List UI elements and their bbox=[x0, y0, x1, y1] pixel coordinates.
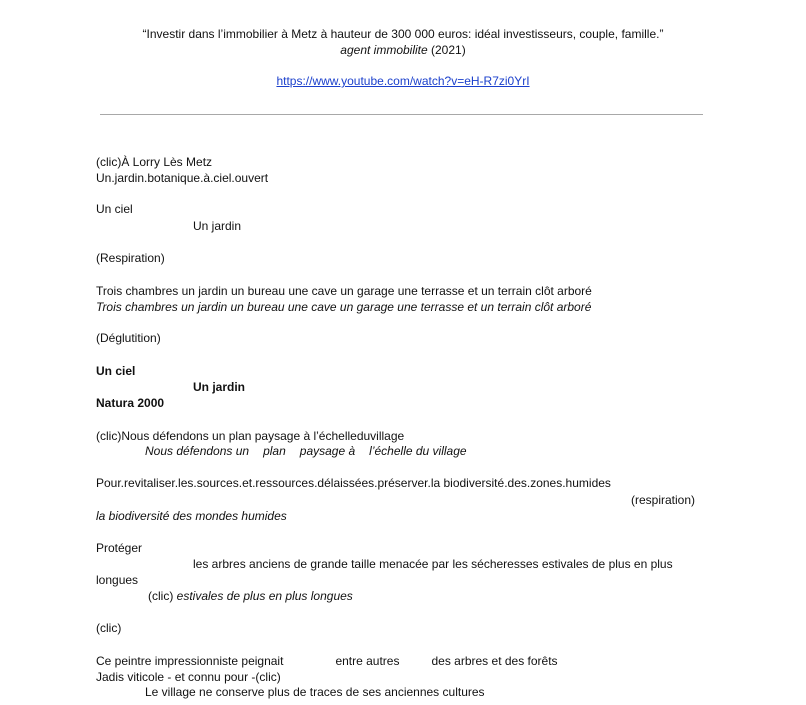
poem-line: Un ciel bbox=[96, 202, 133, 216]
horizontal-divider bbox=[100, 114, 703, 115]
poem-line: les arbres anciens de grande taille menacée par les sécheresses estivales de plus en plus bbox=[193, 557, 673, 571]
poem-line: Pour.revitaliser.les.sources.et.ressources.délaissées.préserver.la biodiversité.des.zones.humides bbox=[96, 476, 611, 490]
phrase-fragment: plan bbox=[263, 444, 286, 458]
poem-line: Le village ne conserve plus de traces de ses anciennes cultures bbox=[145, 685, 485, 699]
poem-line-bold: Un ciel bbox=[96, 364, 136, 378]
poem-line-bold: Un jardin bbox=[193, 380, 246, 394]
poem-line-bold: Natura 2000 bbox=[96, 396, 165, 410]
header-source bbox=[0, 42, 806, 58]
phrase-fragment: estivales de plus en plus longues bbox=[176, 589, 353, 603]
poem-line: (clic) bbox=[96, 621, 122, 635]
poem-line: Un jardin bbox=[193, 219, 242, 233]
poem-line-italic: Trois chambres un jardin un bureau une cave un garage une terrasse et un terrain clôt arboré bbox=[96, 300, 592, 314]
youtube-link[interactable]: https://www.youtube.com/watch?v=eH-R7zi0YrI bbox=[276, 74, 530, 88]
header-source-year: (2021) bbox=[431, 43, 466, 57]
phrase-fragment: paysage à bbox=[299, 444, 356, 458]
header-quote: “Investir dans l’immobilier à Metz à hauteur de 300 000 euros: idéal investisseurs, couple, famille.” bbox=[142, 27, 664, 41]
poem-line-italic: la biodiversité des mondes humides bbox=[96, 509, 287, 523]
phrase-fragment: entre autres bbox=[335, 654, 400, 668]
phrase-fragment: Ce peintre impressionniste peignait bbox=[96, 654, 284, 668]
phrase-fragment: Nous défendons un bbox=[145, 444, 250, 458]
poem-line bbox=[148, 588, 353, 604]
poem-line: (Respiration) bbox=[96, 251, 165, 265]
poem-line: Jadis viticole - et connu pour -(clic) bbox=[96, 670, 281, 684]
phrase-fragment: (clic) bbox=[148, 589, 174, 603]
poem-line: longues bbox=[96, 573, 139, 587]
poem-line: (respiration) bbox=[631, 493, 696, 507]
header-source-name: agent immobilite bbox=[340, 43, 428, 57]
poem-line: (clic)À Lorry Lès Metz bbox=[96, 155, 213, 169]
poem-line bbox=[96, 653, 558, 669]
poem-line: (clic)Nous défendons un plan paysage à l’échelleduvillage bbox=[96, 429, 405, 443]
header-link-row bbox=[0, 73, 806, 89]
poem-line: (Déglutition) bbox=[96, 331, 161, 345]
poem-line-italic bbox=[145, 443, 467, 459]
poem-line: Trois chambres un jardin un bureau une cave un garage une terrasse et un terrain clôt arboré bbox=[96, 284, 592, 298]
phrase-fragment: des arbres et des forêts bbox=[431, 654, 558, 668]
poem-line: Protéger bbox=[96, 541, 143, 555]
poem-line: Un.jardin.botanique.à.ciel.ouvert bbox=[96, 171, 269, 185]
phrase-fragment: l’échelle du village bbox=[369, 444, 467, 458]
